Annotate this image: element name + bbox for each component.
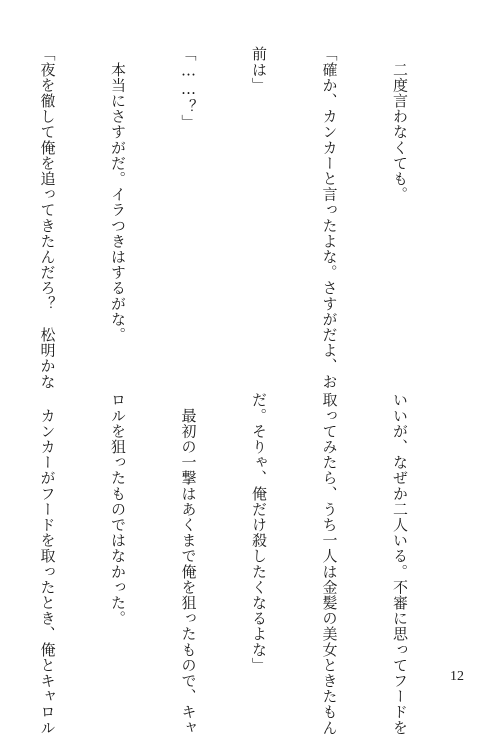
text-column: 「夜を徹して俺を追ってきたんだろ？ 松明かな xyxy=(38,46,57,390)
text-column: いいが、なぜか二人いる。不審に思ってフードを xyxy=(391,392,409,736)
text-column: だ。そりゃ、俺だけ殺したくなるよな」 xyxy=(250,392,268,673)
text-column: 前は」 xyxy=(250,46,268,93)
text-column: カンカーがフードを取ったとき、俺とキャロル xyxy=(38,392,57,736)
text-column: 「……？」 xyxy=(179,46,198,130)
text-column: 本当にさすがだ。イラつきはするがな。 xyxy=(109,46,127,343)
page-number: 12 xyxy=(450,669,464,684)
text-column: 最初の一撃はあくまで俺を狙ったもので、キャ xyxy=(179,392,198,736)
upper-text-block xyxy=(0,46,458,390)
text-column: 「確か、カンカーと言ったよな。さすがだよ、お xyxy=(320,46,339,390)
text-column: 取ってみたら、うち一人は金髪の美女ときたもん xyxy=(320,392,339,736)
text-column: 二度言わなくても。 xyxy=(391,46,409,202)
text-column: ロルを狙ったものではなかった。 xyxy=(109,392,127,626)
